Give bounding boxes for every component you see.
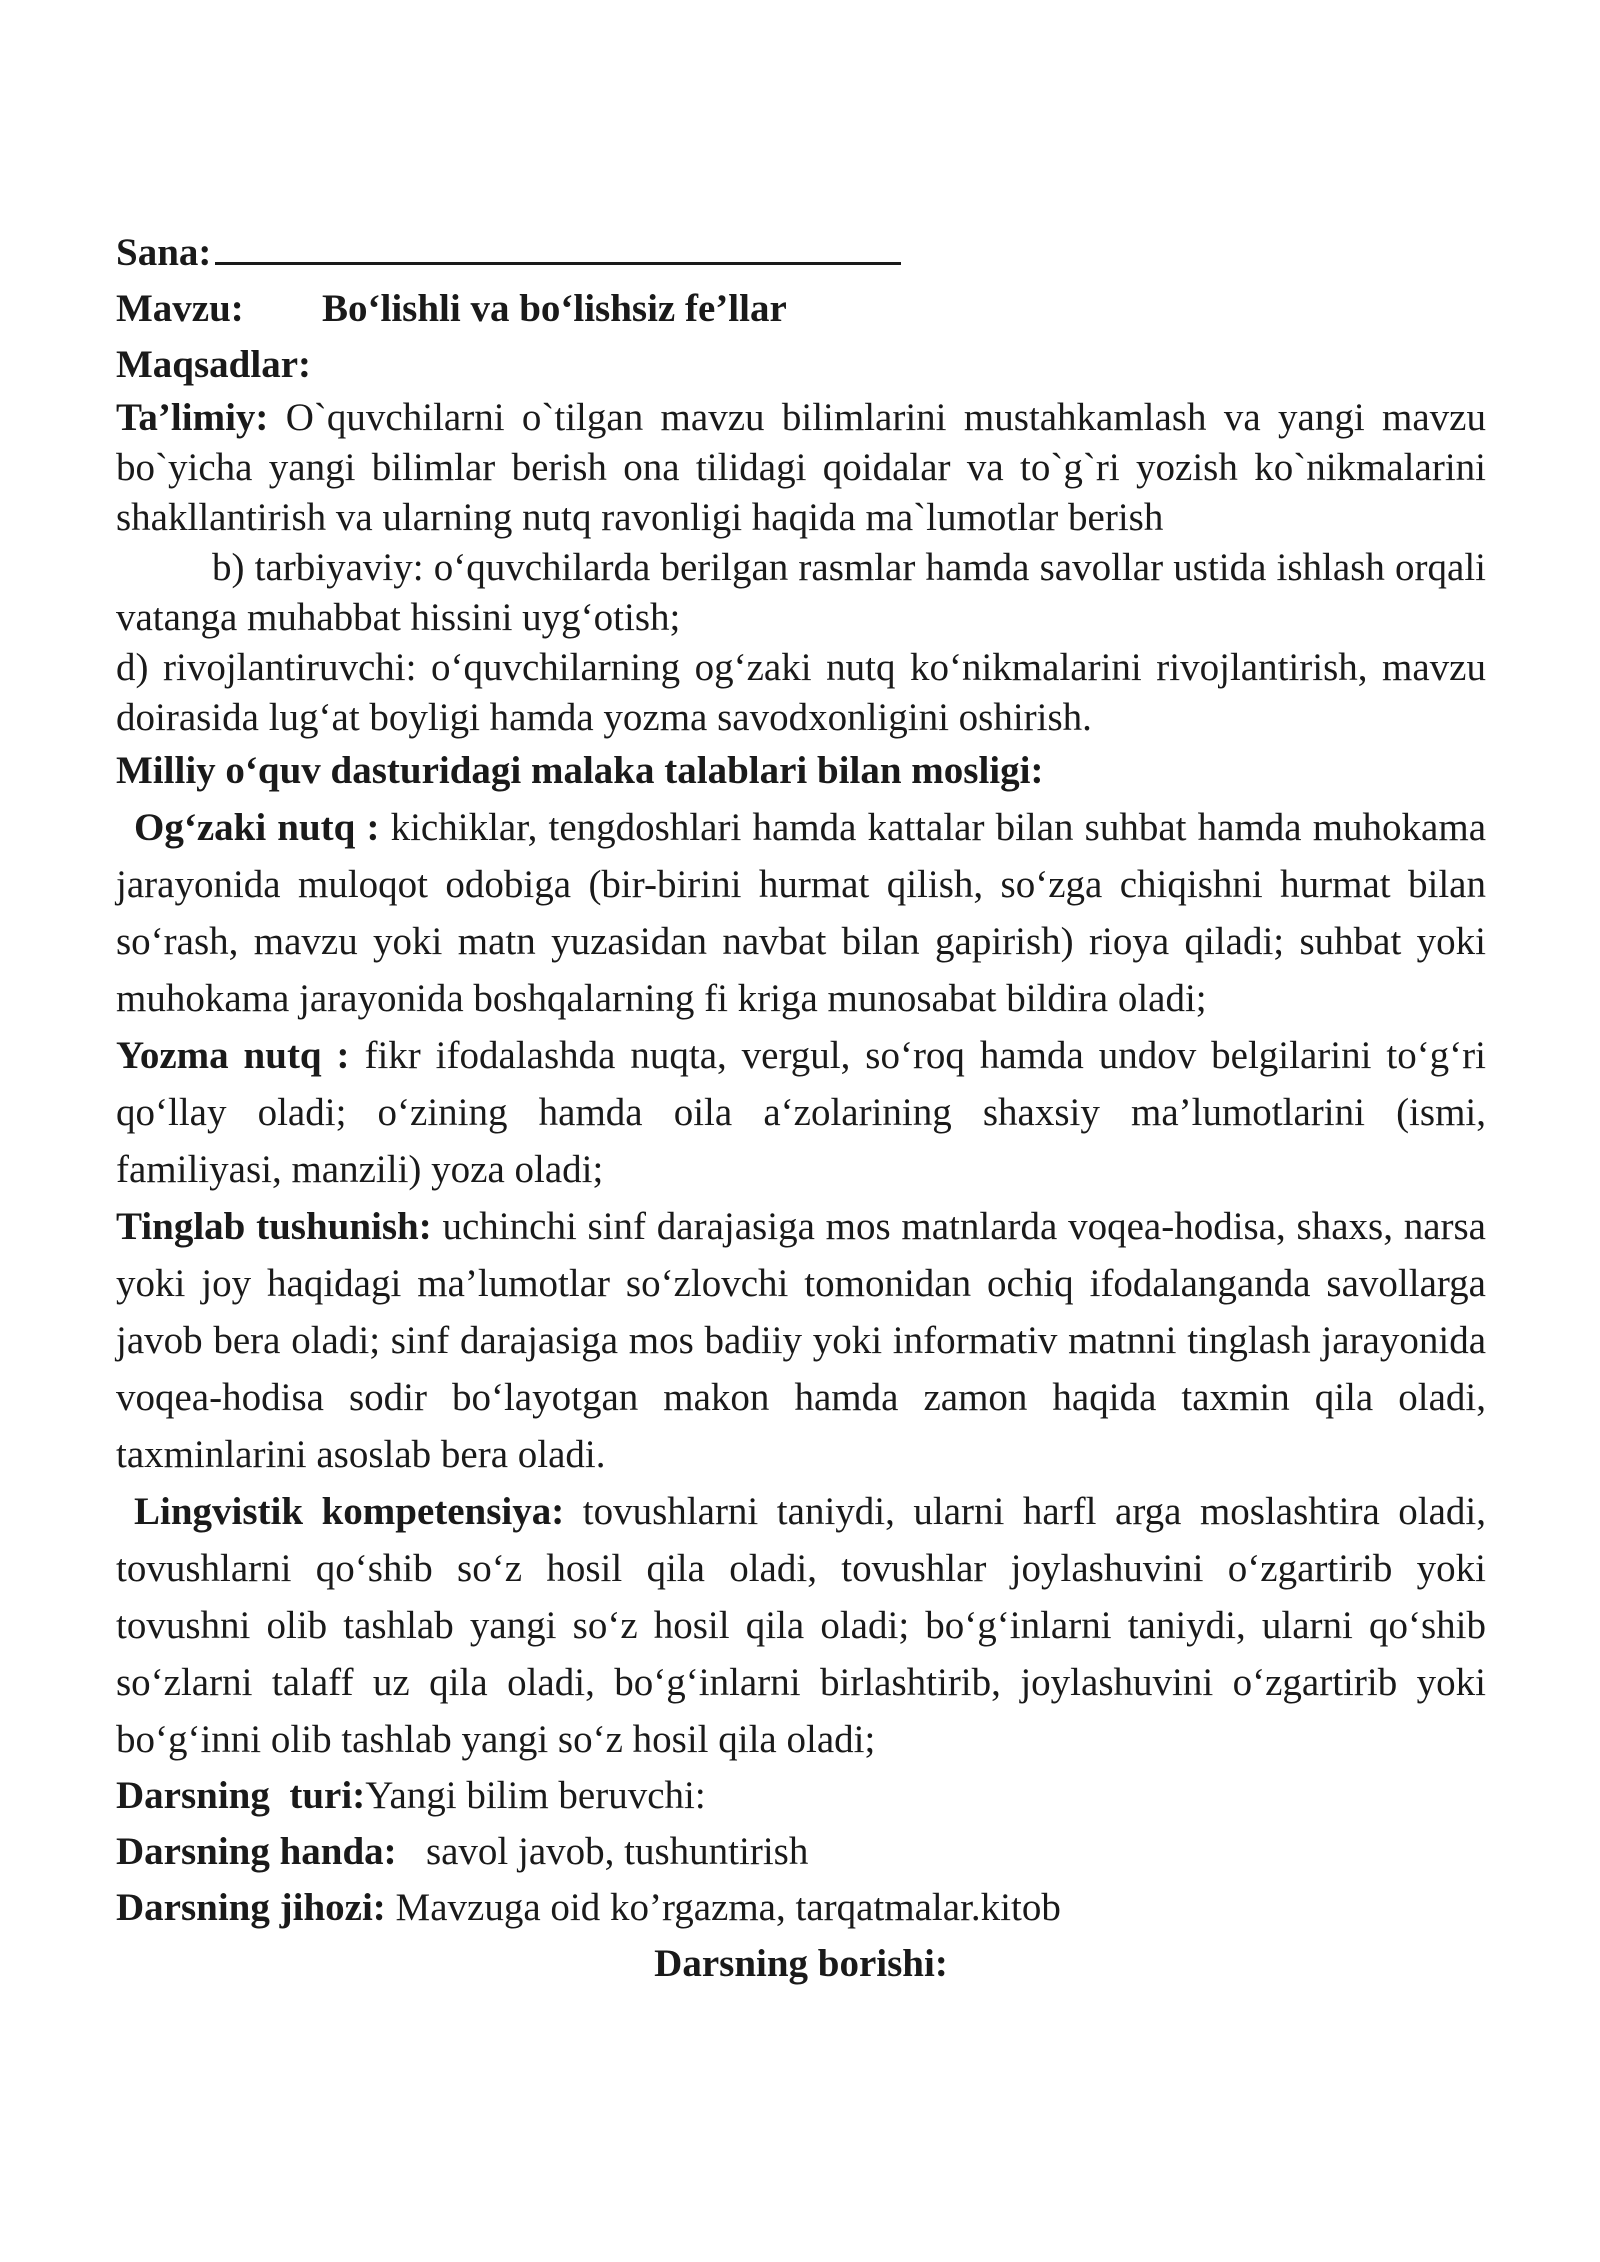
developmental-goal: d) rivojlantiruvchi: o‘quvchilarning og‘zaki nutq ko‘nikmalarini rivojlantirish, mavzu doirasida lug‘at boyligi hamda yozma savodxonligini oshirish. <box>116 646 1486 739</box>
written-label: Yozma nutq : <box>116 1034 350 1077</box>
date-blank <box>215 222 901 265</box>
educational-label: Ta’limiy: <box>116 396 269 439</box>
date-line <box>116 222 1486 281</box>
topic-line <box>116 281 1486 337</box>
lesson-type <box>116 1768 1486 1824</box>
listening-label: Tinglab tushunish: <box>116 1205 432 1248</box>
date-label: Sana: <box>116 231 212 274</box>
lesson-equipment-label: Darsning jihozi: <box>116 1886 386 1929</box>
lesson-method-label: Darsning handa: <box>116 1830 397 1873</box>
linguistic-label: Lingvistik kompetensiya: <box>134 1490 565 1533</box>
listening-text: uchinchi sinf darajasiga mos matnlarda voqea-hodisa, shaxs, narsa yoki joy haqidagi ma’lumotlar so‘zlovchi tomonidan ochiq ifodalanganda savollarga javob bera oladi; sinf darajasiga mos badiiy yoki informativ matnni tinglash jarayonida voqea-hodisa sodir bo‘layotgan makon hamda zamon haqida taxmin qila oladi, taxminlarini asoslab bera oladi. <box>116 1205 1486 1476</box>
lesson-equipment-value: Mavzuga oid ko’rgazma, tarqatmalar.kitob <box>385 1886 1061 1929</box>
lesson-type-label: Darsning turi: <box>116 1774 366 1817</box>
listening <box>116 1198 1486 1483</box>
lesson-method-value: savol javob, tushuntirish <box>396 1830 809 1873</box>
oral-text: kichiklar, tengdoshlari hamda kattalar bilan suhbat hamda muhokama jarayonida muloqot odobiga (bir-birini hurmat qilish, so‘zga chiqishni hurmat bilan so‘rash, mavzu yoki matn yuzasidan navbat bilan gapirish) rioya qiladi; suhbat yoki muhokama jarayonida boshqalarning fi kriga munosabat bildira oladi; <box>116 806 1487 1020</box>
topic-value: Bo‘lishli va bo‘lishsiz fe’llar <box>322 287 787 330</box>
standards-heading: Milliy o‘quv dasturidagi malaka talablari bilan mosligi: <box>116 749 1044 792</box>
written-text: fikr ifodalashda nuqta, vergul, so‘roq hamda undov belgilarini to‘g‘ri qo‘llay oladi; o‘zining hamda oila a‘zolarining shaxsiy ma’lumotlarini (ismi, familiyasi, manzili) yoza oladi; <box>116 1034 1486 1191</box>
lesson-type-value: Yangi bilim beruvchi: <box>365 1774 706 1817</box>
educational-text: O`quvchilarni o`tilgan mavzu bilimlarini mustahkamlash va yangi mavzu bo`yicha yangi bilimlar berish ona tilidagi qoidalar va to`g`ri yozish ko`nikmalarini shakllantirish va ularning nutq ravonligi haqida ma`lumotlar berish <box>116 396 1486 539</box>
educational-goal <box>116 393 1486 543</box>
lesson-method <box>116 1824 1486 1880</box>
goals-heading: Maqsadlar: <box>116 343 311 386</box>
upbringing-goal: b) tarbiyaviy: o‘quvchilarda berilgan rasmlar hamda savollar ustida ishlash orqali vatanga muhabbat hissini uyg‘otish; <box>116 546 1486 639</box>
written-speech <box>116 1027 1486 1198</box>
oral-speech <box>116 799 1486 1027</box>
linguistic-text: tovushlarni taniydi, ularni harfl arga moslashtira oladi, tovushlarni qo‘shib so‘z hosil qila oladi, tovushlar joylashuvini o‘zgartirib yoki tovushni olib tashlab yangi so‘z hosil qila oladi; bo‘g‘inlarni taniydi, ularni qo‘shib so‘zlarni talaff uz qila oladi, bo‘g‘inlarni birlashtirib, joylashuvini o‘zgartirib yoki bo‘g‘inni olib tashlab yangi so‘z hosil qila oladi; <box>116 1490 1487 1761</box>
lesson-equipment <box>116 1880 1486 1936</box>
topic-label: Mavzu: <box>116 287 244 330</box>
lesson-progress-heading: Darsning borishi: <box>654 1942 948 1985</box>
oral-label: Og‘zaki nutq : <box>134 806 380 849</box>
linguistic-competence <box>116 1483 1486 1768</box>
